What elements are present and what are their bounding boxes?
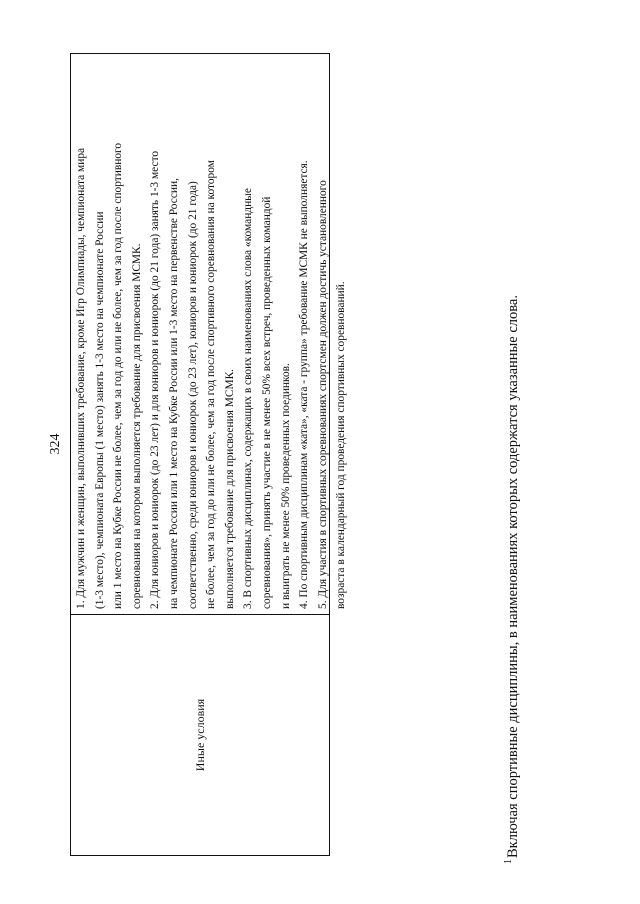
table-label-cell (71, 614, 329, 855)
footnote-marker: 1 (503, 859, 514, 864)
clause-2 (146, 58, 239, 609)
clause-line: соответственно, среди юниоров и юниорок (до 23 лет), юниоров и юниорок (до 21 года) (186, 181, 199, 609)
footnote-text: Включая спортивные дисциплины, в наименованиях которых содержатся указанные слова. (504, 295, 521, 858)
clause-line: соревнования», принять участие в не менее 50% всех встреч, проведенных командой (260, 196, 273, 609)
clause-line: 5. Для участия в спортивных соревнованиях спортсмен должен достичь установленного (316, 180, 329, 609)
clause-5 (314, 58, 351, 609)
table-label: Иные условия (192, 698, 207, 772)
clause-line: (1-3 место), чемпионата Европы (1 место) занять 1-3 место на чемпионате России (93, 211, 106, 609)
clause-line: 1. Для мужчин и женщин, выполнивших требование, кроме Игр Олимпиады, чемпионата мира (75, 147, 87, 609)
clause-line: 4. По спортивным дисциплинам «ката», «ката - группа» требование МСМК не выполняется. (298, 160, 311, 609)
clause-line: не более, чем за год до или не более, чем за год после спортивного соревнования на котором (205, 160, 218, 609)
clause-line: на чемпионате России или 1 место на Кубке России или 1-3 место на первенстве России, (167, 178, 180, 609)
footnote (503, 295, 522, 864)
clause-line: или 1 место на Кубке России не более, чем за год до или не более, чем за год после спортивного (112, 142, 125, 609)
page-number: 324 (48, 433, 63, 455)
clause-line: возраста в календарный год проведения спортивных соревнований. (335, 281, 348, 609)
conditions-table (70, 53, 348, 856)
clause-3 (239, 58, 295, 609)
clause-1 (72, 58, 146, 609)
table-content-cell (71, 54, 348, 614)
clause-line: 3. В спортивных дисциплинах, содержащих в своих наименованиях слова «командные (242, 188, 255, 609)
clause-line: соревнования на котором выполняется требование для присвоения МСМК. (130, 243, 143, 609)
clause-line: выполняется требование для присвоения МСМК. (223, 368, 236, 609)
clause-4 (295, 58, 314, 609)
clause-line: и выиграть не менее 50% проведенных поединков. (279, 363, 292, 609)
clause-line: 2. Для юниоров и юниорок (до 23 лет) и для юниоров и юниорок (до 21 года) занять 1-3 место (149, 150, 162, 609)
